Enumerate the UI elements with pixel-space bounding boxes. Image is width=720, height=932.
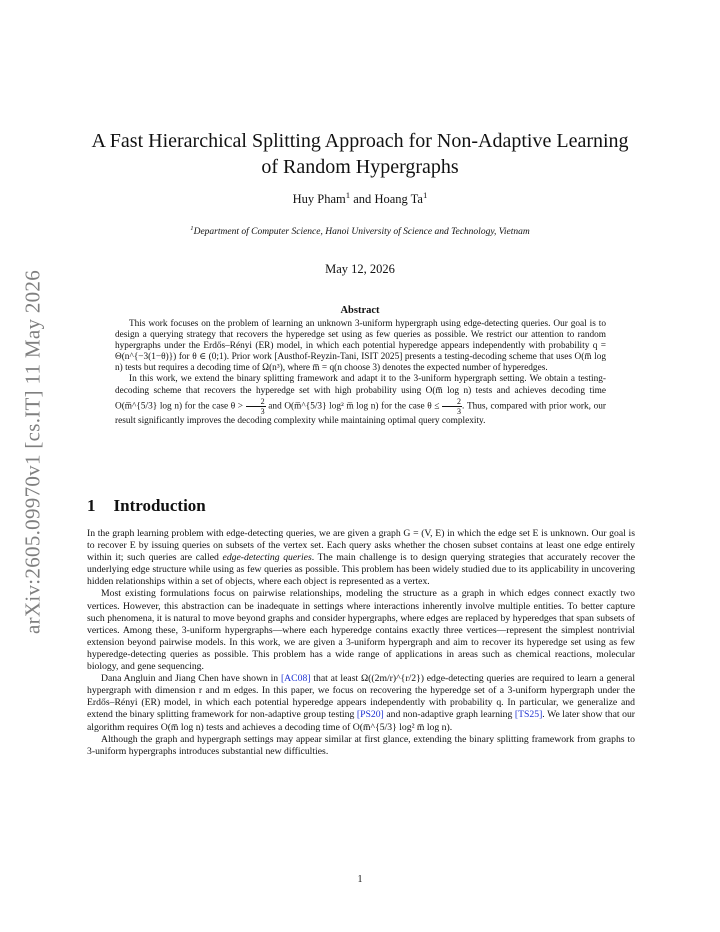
abstract-paragraph: This work focuses on the problem of learning an unknown 3-uniform hypergraph using edge-detecting queries. Our goal is to design a querying strategy that recovers the hyperedge set using as few queries as possible. We restrict our attention to random hypergraphs under the Erdős–Rényi (ER) model, in which each potential hyperedge appears independently with probability q = Θ(n^{−3(1−θ)}) for θ ∈ (0;1). Prior work [Austhof-Reyzin-Tani, ISIT 2025] presents a testing-decoding scheme that uses O(m̅ log n) tests but requires a decoding time of Ω(n³), where m̅ = q(n choose 3) denotes the expected number of hyperedges. — [115, 319, 606, 374]
intro-text: and non-adaptive graph learning — [386, 709, 513, 721]
intro-text: In the graph learning problem with edge-detecting queries, we are given a graph G = (V, E) in which the edge set E is unknown. Our goal is to recover E by issuing queries on subsets of the vertex set. Each query asks whether the chosen subset contains at least one edge entirely within it; such queries are called — [87, 528, 635, 564]
affiliation — [60, 224, 660, 237]
abstract-text: for the case θ ≤ — [381, 401, 440, 412]
fraction-denominator: 3 — [457, 406, 461, 416]
author-name: Huy Pham — [292, 192, 346, 206]
paper-title — [80, 128, 640, 180]
intro-text: that at least Ω((2m/r)^{r/2}) edge-detecting queries are required to learn a general hypergraph with dimension r and m edges. In this paper, we focus on recovering the hyperedge set of a 3-uniform hypergraph under the Erdős–Rényi (ER) model, in which each potential hyperedge appears independently with probability q. In particular, we generalize and extend the binary splitting framework for non-adaptive group testing — [87, 673, 636, 721]
abstract-text: and O(m̅^{5/3} log² m̅ log n) — [268, 401, 379, 412]
intro-text: Dana Angluin and Jiang Chen have shown in — [101, 673, 279, 685]
fraction — [246, 397, 266, 416]
fraction-numerator: 2 — [442, 397, 462, 407]
abstract-body — [115, 319, 606, 427]
paper-date: May 12, 2026 — [325, 262, 395, 276]
intro-paragraph — [87, 673, 635, 733]
title-line-2: of Random Hypergraphs — [261, 156, 459, 178]
affiliation-text: Department of Computer Science, Hanoi University of Science and Technology, Vietnam — [193, 227, 530, 237]
arxiv-identifier-sidebar: arXiv:2605.09970v1 [cs.IT] 11 May 2026 — [20, 269, 45, 635]
affiliation-mark: 1 — [190, 224, 194, 232]
affiliation-mark: 1 — [345, 189, 351, 200]
abstract-paragraph — [115, 374, 606, 426]
abstract-heading: Abstract — [340, 305, 380, 316]
section-title: Introduction — [113, 496, 206, 515]
abstract-text: In this work, we extend the binary splitting framework and adapt it to the 3-uniform hypergraph setting. We obtain a testing-decoding scheme that recovers the hyperedge set with high probability using O(m̅ log n) tests and achieves decoding time O(m̅^{5/3} log n) for the case θ > — [115, 374, 606, 412]
section-number: 1 — [87, 496, 96, 515]
page-number: 1 — [357, 874, 363, 885]
citation-link[interactable]: [TS25] — [514, 709, 543, 721]
introduction-body — [87, 528, 635, 758]
abstract-text: . Thus, compared with prior work, our result significantly improves the decoding complexity while maintaining optimal query complexity. — [115, 401, 607, 426]
intro-text: . We later show that our algorithm requires O(m̅ log n) tests and achieves a decoding time of O(m̅^{5/3} log² m̅ log n). — [87, 709, 636, 733]
author-connector: and — [353, 192, 372, 206]
intro-text: . The main challenge is to design querying strategies that accurately recover the underlying edge structure while using as few queries as possible. This problem has been widely studied due to its applicability in uncovering hidden relationships within a set of objects, where each object is represented as a vertex. — [87, 552, 635, 588]
title-line-1: A Fast Hierarchical Splitting Approach for Non-Adaptive Learning — [91, 130, 629, 152]
fraction — [442, 397, 462, 416]
affiliation-mark: 1 — [422, 189, 428, 200]
intro-paragraph — [87, 528, 635, 588]
intro-paragraph: Although the graph and hypergraph settings may appear similar at first glance, extending the binary splitting framework from graphs to 3-uniform hypergraphs introduces substantial new difficulties. — [87, 733, 635, 757]
fraction-denominator: 3 — [260, 406, 265, 416]
citation-link[interactable]: [PS20] — [356, 709, 384, 721]
intro-paragraph: Most existing formulations focus on pairwise relationships, modeling the structure as a graph in which edges connect exactly two vertices. However, this abstraction can be inadequate in settings where interactions inherently involve multiple entities. To better capture such phenomena, it is natural to move beyond graphs and consider hypergraphs, where edges are replaced by hyperedges that span subsets of vertices. Among these, 3-uniform hypergraphs—where each hyperedge contains exactly three vertices—represent the simplest nontrivial extension beyond pairwise models. In this work, we are given a 3-uniform hypergraph and aim to recover its hyperedge set using as few hyperedge-detecting queries as possible. This problem has a wide range of applications in areas such as chemical reactions, molecular biology, and gene sequencing. — [87, 588, 635, 673]
fraction-numerator: 2 — [246, 397, 266, 407]
author-name: Hoang Ta — [374, 192, 423, 206]
emphasis-term: edge-detecting queries — [222, 552, 312, 564]
author-list — [80, 189, 640, 207]
citation-link[interactable]: [AC08] — [280, 673, 311, 685]
section-heading — [87, 496, 206, 516]
